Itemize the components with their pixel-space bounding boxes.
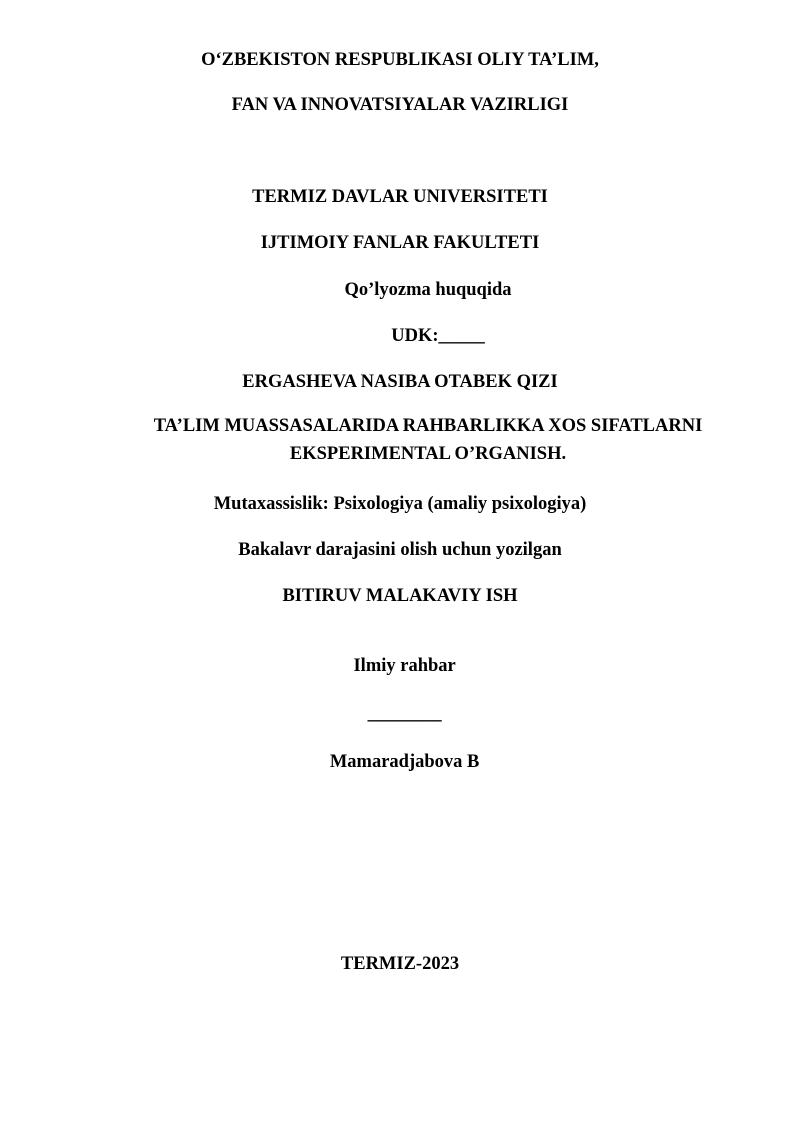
udk-field: UDK:_____	[391, 326, 485, 346]
rights-note: Qo’lyozma huquqida	[344, 280, 512, 300]
ministry-line-1: O‘ZBEKISTON RESPUBLIKASI OLIY TA’LIM,	[201, 50, 599, 70]
city-year: TERMIZ-2023	[340, 954, 460, 974]
author-name: ERGASHEVA NASIBA OTABEK QIZI	[242, 372, 558, 392]
university-name: TERMIZ DAVLAR UNIVERSITETI	[252, 187, 548, 207]
specialty: Mutaxassislik: Psixologiya (amaliy psixologiya)	[213, 494, 587, 514]
supervisor-label: Ilmiy rahbar	[353, 656, 456, 676]
thesis-title: TA’LIM MUASSASALARIDA RAHBARLIKKA XOS SIFATLARNI EKSPERIMENTAL O’RGANISH.	[153, 416, 703, 464]
signature-blank: ________	[367, 704, 442, 724]
work-type: BITIRUV MALAKAVIY ISH	[282, 586, 518, 606]
ministry-line-2: FAN VA INNOVATSIYALAR VAZIRLIGI	[231, 95, 569, 115]
supervisor-name: Mamaradjabova B	[329, 752, 480, 772]
supervisor-line	[0, 630, 800, 774]
faculty-name: IJTIMOIY FANLAR FAKULTETI	[260, 233, 540, 253]
degree-note: Bakalavr darajasini olish uchun yozilgan	[238, 540, 562, 560]
